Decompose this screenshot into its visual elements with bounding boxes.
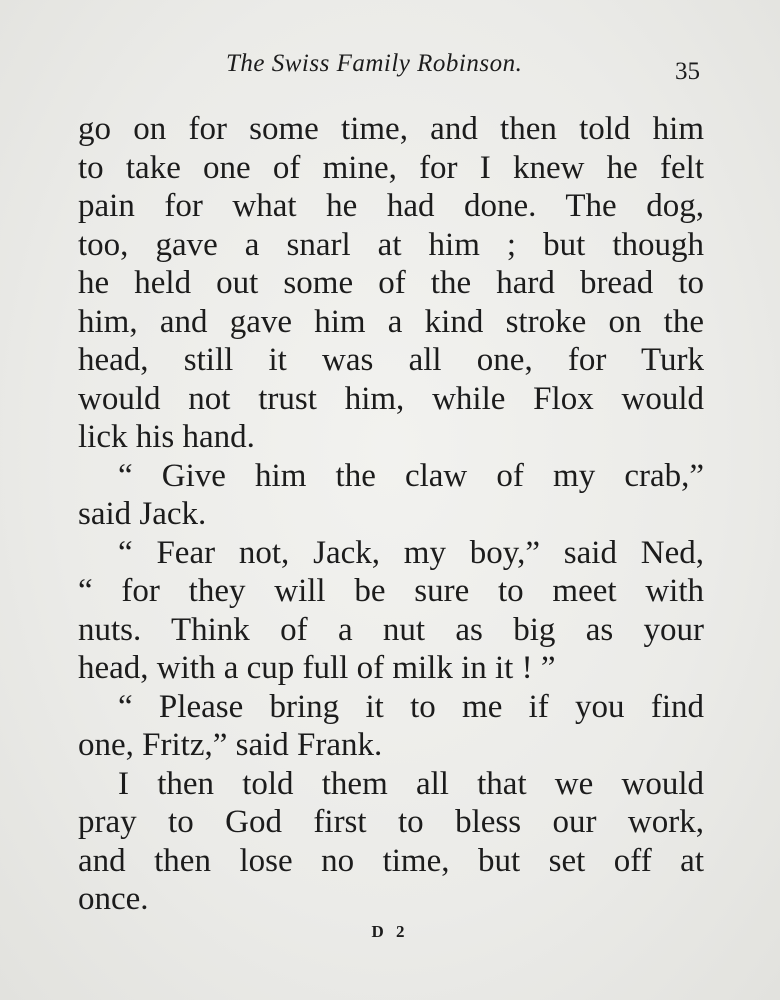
page-number: 35: [675, 58, 700, 85]
text-line: “ Please bring it to me if you find: [118, 688, 704, 725]
text-line: him, and gave him a kind stroke on the: [78, 303, 704, 340]
text-line: pain for what he had done. The dog,: [78, 188, 704, 224]
text-line: pray to God first to bless our work,: [78, 804, 704, 840]
running-head: [0, 50, 780, 90]
text-line: head, still it was all one, for Turk: [78, 342, 704, 378]
body-text: [78, 110, 704, 919]
signature-mark: D 2: [371, 922, 409, 941]
text-line: nuts. Think of a nut as big as your: [78, 611, 704, 648]
text-line: said Jack.: [78, 496, 207, 532]
running-title: The Swiss Family Robinson.: [226, 50, 523, 77]
text-line: “ for they will be sure to meet with: [78, 573, 704, 609]
text-line: to take one of mine, for I knew he felt: [78, 149, 704, 186]
text-line: go on for some time, and then told him: [78, 111, 704, 147]
text-line: would not trust him, while Flox would: [78, 380, 704, 417]
text-line: once.: [78, 881, 149, 917]
text-line: he held out some of the hard bread to: [78, 265, 704, 301]
text-line: “ Give him the claw of my crab,”: [118, 457, 704, 494]
text-line: one, Fritz,” said Frank.: [78, 727, 383, 763]
text-line: and then lose no time, but set off at: [78, 842, 704, 879]
text-line: lick his hand.: [78, 419, 255, 455]
text-line: too, gave a snarl at him ; but though: [78, 226, 704, 263]
text-line: head, with a cup full of milk in it ! ”: [78, 650, 556, 686]
text-line: “ Fear not, Jack, my boy,” said Ned,: [118, 534, 704, 571]
text-line: I then told them all that we would: [118, 765, 704, 802]
